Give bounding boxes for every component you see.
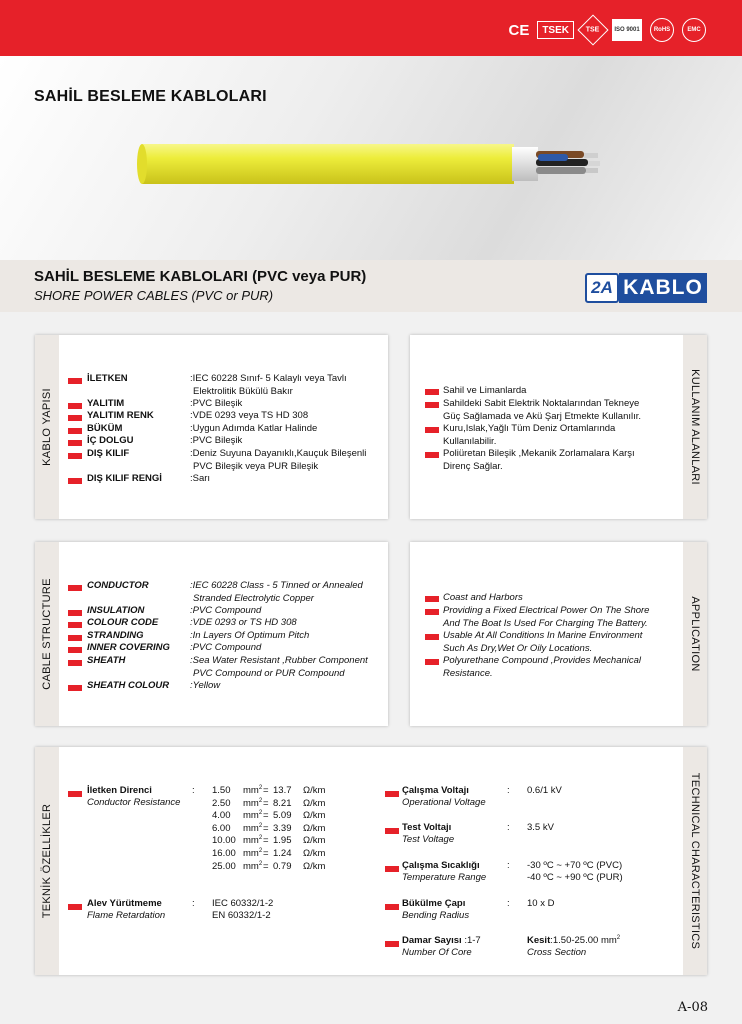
temp-tr: Çalışma Sıcaklığı — [402, 860, 480, 871]
res-unit-mm: mm — [243, 835, 259, 847]
res-unit-mm: mm — [243, 822, 259, 834]
spec-value: :VDE 0293 or TS HD 308 — [190, 617, 297, 628]
spec-value: :In Layers Of Optimum Pitch — [190, 630, 310, 641]
usage-line-cont: Resistance. — [443, 667, 493, 679]
res-size: 2.50 — [212, 797, 231, 809]
temp-val-2: -40 ºC ~ +90 ºC (PUR) — [527, 872, 623, 883]
bullet-icon — [425, 452, 439, 458]
spec-key: INSULATION — [87, 605, 145, 616]
bullet-icon — [68, 647, 82, 653]
res-unit-mm: mm — [243, 797, 259, 809]
res-value: 1.24 — [273, 848, 292, 859]
flame-en: Flame Retardation — [87, 910, 166, 921]
bend-tr: Bükülme Çapı — [402, 898, 466, 909]
usage-line: Sahil ve Limanlarda — [443, 385, 527, 396]
res-eq: = — [263, 835, 269, 847]
technical-card — [35, 747, 707, 975]
cross-section-en: Cross Section — [527, 947, 587, 958]
res-size: 16.00 — [212, 848, 236, 859]
res-unit-sup: 2 — [258, 848, 263, 854]
spec-value: :PVC Bileşik — [190, 435, 243, 446]
bend-val: 10 x D — [527, 898, 555, 909]
res-unit — [243, 823, 262, 834]
kablo-yapisi-card — [35, 335, 388, 519]
bullet-icon — [425, 634, 439, 640]
res-unit — [243, 810, 262, 821]
cores-tr: Damar Sayısı :1-7 — [402, 935, 481, 946]
bullet-icon — [68, 440, 82, 446]
bullet-icon — [425, 596, 439, 602]
res-ohm: Ω/km — [303, 785, 326, 796]
bullet-icon — [425, 402, 439, 408]
res-ohm: Ω/km — [303, 848, 326, 859]
usage-line-cont: Güç Sağlamada ve Akü Şarj Etmekte Kullanılır. — [443, 410, 642, 422]
res-value: 1.95 — [273, 835, 292, 847]
res-unit-mm: mm — [243, 810, 259, 822]
bullet-icon — [68, 378, 82, 384]
cable-structure-tab: CABLE STRUCTURE — [35, 542, 59, 726]
res-unit-mm: mm — [243, 848, 259, 860]
res-ohm: Ω/km — [303, 835, 326, 847]
bullet-icon — [68, 635, 82, 641]
logo-word: KABLO — [619, 273, 707, 303]
flame-colon: : — [192, 898, 195, 909]
usage-line: Poliüretan Bileşik ,Mekanik Zorlamalara Karşı — [443, 448, 635, 459]
res-size: 10.00 — [212, 835, 236, 847]
res-unit-sup: 2 — [258, 797, 263, 804]
certification-logos — [508, 18, 706, 42]
bullet-icon — [68, 478, 82, 484]
res-eq: = — [263, 848, 269, 859]
bullet-icon — [68, 622, 82, 628]
bullet-icon — [425, 427, 439, 433]
cores-en: Number Of Core — [402, 947, 472, 958]
tsek-mark-icon: TSEK — [537, 21, 574, 39]
bullet-icon — [68, 610, 82, 616]
spec-value-cont: PVC Compound or PUR Compound — [193, 667, 345, 679]
res-eq: = — [263, 860, 269, 872]
spec-key: COLOUR CODE — [87, 617, 159, 628]
res-size: 6.00 — [212, 822, 231, 834]
res-eq: = — [263, 810, 269, 822]
voltage-colon: : — [507, 785, 510, 796]
res-eq: = — [263, 785, 269, 796]
bullet-icon — [68, 453, 82, 459]
res-unit-sup: 2 — [258, 810, 263, 817]
res-size: 25.00 — [212, 860, 236, 872]
bullet-icon — [385, 866, 399, 872]
spec-value-cont: PVC Bileşik veya PUR Bileşik — [193, 460, 319, 472]
res-unit — [243, 835, 262, 846]
res-unit — [243, 848, 262, 859]
kullanim-tab: KULLANIM ALANLARI — [683, 335, 707, 519]
res-value: 13.7 — [273, 785, 292, 796]
usage-line-cont: Direnç Sağlar. — [443, 460, 503, 472]
flame-tr: Alev Yürütmeme — [87, 898, 162, 909]
spec-value: :Deniz Suyuna Dayanıklı,Kauçuk Bileşenli — [190, 448, 367, 459]
bullet-icon — [68, 403, 82, 409]
res-value: 0.79 — [273, 860, 292, 872]
spec-key: YALITIM — [87, 398, 125, 409]
spec-value: :PVC Compound — [190, 605, 262, 616]
top-bar — [0, 0, 742, 56]
iso-9001-icon: ISO 9001 — [612, 19, 642, 41]
spec-key: İÇ DOLGU — [87, 435, 134, 446]
usage-line: Providing a Fixed Electrical Power On The Shore — [443, 605, 650, 616]
res-unit — [243, 798, 262, 809]
res-unit-sup: 2 — [258, 785, 263, 791]
voltage-val: 0.6/1 kV — [527, 785, 562, 796]
hero-title: SAHİL BESLEME KABLOLARI — [34, 88, 267, 105]
temp-en: Temperature Range — [402, 872, 487, 883]
res-ohm: Ω/km — [303, 797, 326, 809]
res-eq: = — [263, 797, 269, 809]
usage-line: Kuru,Islak,Yağlı Tüm Deniz Ortamlarında — [443, 423, 616, 434]
kullanim-card — [410, 335, 707, 519]
usage-line-cont: And The Boat Is Used For Charging The Battery. — [443, 617, 648, 629]
res-size: 1.50 — [212, 785, 231, 796]
resistance-tr: İletken Direnci — [87, 785, 152, 796]
bullet-icon — [425, 609, 439, 615]
company-logo — [585, 272, 707, 304]
spec-value: :PVC Compound — [190, 642, 262, 653]
spec-key: İLETKEN — [87, 373, 128, 384]
bullet-icon — [425, 659, 439, 665]
bullet-icon — [68, 660, 82, 666]
res-ohm: Ω/km — [303, 810, 326, 822]
res-unit-mm: mm — [243, 785, 259, 797]
spec-value: :Sarı — [190, 473, 211, 484]
res-unit-sup: 2 — [258, 860, 263, 867]
resistance-en: Conductor Resistance — [87, 797, 181, 808]
temp-val-1: -30 ºC ~ +70 ºC (PVC) — [527, 860, 623, 871]
bullet-icon — [385, 791, 399, 797]
spec-value: :PVC Bileşik — [190, 398, 243, 409]
bullet-icon — [385, 904, 399, 910]
product-title-en: SHORE POWER CABLES (PVC or PUR) — [34, 288, 274, 303]
spec-key: STRANDING — [87, 630, 144, 641]
flame-val-2: EN 60332/1-2 — [212, 910, 271, 921]
spec-key: CONDUCTOR — [87, 580, 149, 591]
resistance-colon: : — [192, 785, 195, 796]
usage-line-cont: Such As Dry,Wet Or Oily Locations. — [443, 642, 593, 654]
bullet-icon — [68, 791, 82, 797]
temp-colon: : — [507, 860, 510, 871]
test-val: 3.5 kV — [527, 822, 554, 833]
bullet-icon — [425, 389, 439, 395]
res-unit-sup: 2 — [258, 835, 263, 842]
res-unit — [243, 861, 262, 872]
cable-image — [0, 56, 742, 260]
res-value: 3.39 — [273, 822, 292, 834]
ce-mark-icon: CE — [508, 21, 530, 39]
res-ohm: Ω/km — [303, 822, 326, 834]
bullet-icon — [68, 415, 82, 421]
spec-value-cont: Elektrolitik Bükülü Bakır — [193, 385, 293, 397]
technical-tab: TECHNICAL CHARACTERISTICS — [683, 747, 707, 975]
bullet-icon — [385, 941, 399, 947]
spec-value: :Yellow — [190, 680, 221, 691]
tse-mark-icon: TSE — [577, 14, 608, 45]
kablo-yapisi-tab: KABLO YAPISI — [35, 335, 59, 519]
spec-value-cont: Stranded Electrolytic Copper — [193, 592, 314, 604]
spec-key: BÜKÜM — [87, 423, 123, 434]
test-en: Test Voltage — [402, 834, 455, 845]
product-title-tr: SAHİL BESLEME KABLOLARI (PVC veya PUR) — [34, 268, 367, 285]
flame-val-1: IEC 60332/1-2 — [212, 898, 274, 909]
application-tab: APPLICATION — [683, 542, 707, 726]
res-eq: = — [263, 822, 269, 834]
bend-en: Bending Radius — [402, 910, 470, 921]
teknik-tab: TEKNİK ÖZELLİKLER — [35, 747, 59, 975]
spec-value: :Sea Water Resistant ,Rubber Component — [190, 655, 368, 666]
cable-structure-card — [35, 542, 388, 726]
spec-key: INNER COVERING — [87, 642, 170, 653]
logo-badge: 2A — [585, 273, 619, 303]
bullet-icon — [68, 685, 82, 691]
bend-colon: : — [507, 898, 510, 909]
usage-line-cont: Kullanılabilir. — [443, 435, 497, 447]
spec-value: :IEC 60228 Sınıf- 5 Kalaylı veya Tavlı — [190, 373, 347, 384]
res-unit — [243, 785, 262, 796]
spec-key: SHEATH COLOUR — [87, 680, 170, 691]
res-value: 8.21 — [273, 797, 292, 809]
res-ohm: Ω/km — [303, 860, 326, 872]
hero-banner — [0, 56, 742, 260]
res-unit-sup: 2 — [258, 822, 263, 829]
usage-line: Sahildeki Sabit Elektrik Noktalarından Tekneye — [443, 398, 640, 409]
page-number: A-08 — [677, 1000, 708, 1015]
res-value: 5.09 — [273, 810, 292, 822]
bullet-icon — [385, 828, 399, 834]
usage-line: Coast and Harbors — [443, 592, 523, 603]
spec-key: YALITIM RENK — [87, 410, 154, 421]
bullet-icon — [68, 904, 82, 910]
emc-icon: EMC — [682, 18, 706, 42]
voltage-en: Operational Voltage — [402, 797, 486, 808]
spec-value: :Uygun Adımda Katlar Halinde — [190, 423, 318, 434]
spec-value: :VDE 0293 veya TS HD 308 — [190, 410, 309, 421]
bullet-icon — [68, 428, 82, 434]
res-unit-mm: mm — [243, 860, 259, 872]
res-size: 4.00 — [212, 810, 231, 822]
spec-key: SHEATH — [87, 655, 126, 666]
spec-key: DIŞ KILIF — [87, 448, 130, 459]
spec-key: DIŞ KILIF RENGİ — [87, 473, 162, 484]
test-tr: Test Voltajı — [402, 822, 452, 833]
usage-line: Usable At All Conditions In Marine Environment — [443, 630, 643, 641]
bullet-icon — [68, 585, 82, 591]
spec-value: :IEC 60228 Class - 5 Tinned or Annealed — [190, 580, 363, 591]
rohs-icon: RoHS — [650, 18, 674, 42]
application-card — [410, 542, 707, 726]
cross-section-tr: Kesit:1.50-25.00 $mm^2$ — [527, 935, 621, 947]
test-colon: : — [507, 822, 510, 833]
usage-line: Polyurethane Compound ,Provides Mechanical — [443, 655, 642, 666]
voltage-tr: Çalışma Voltajı — [402, 785, 469, 796]
